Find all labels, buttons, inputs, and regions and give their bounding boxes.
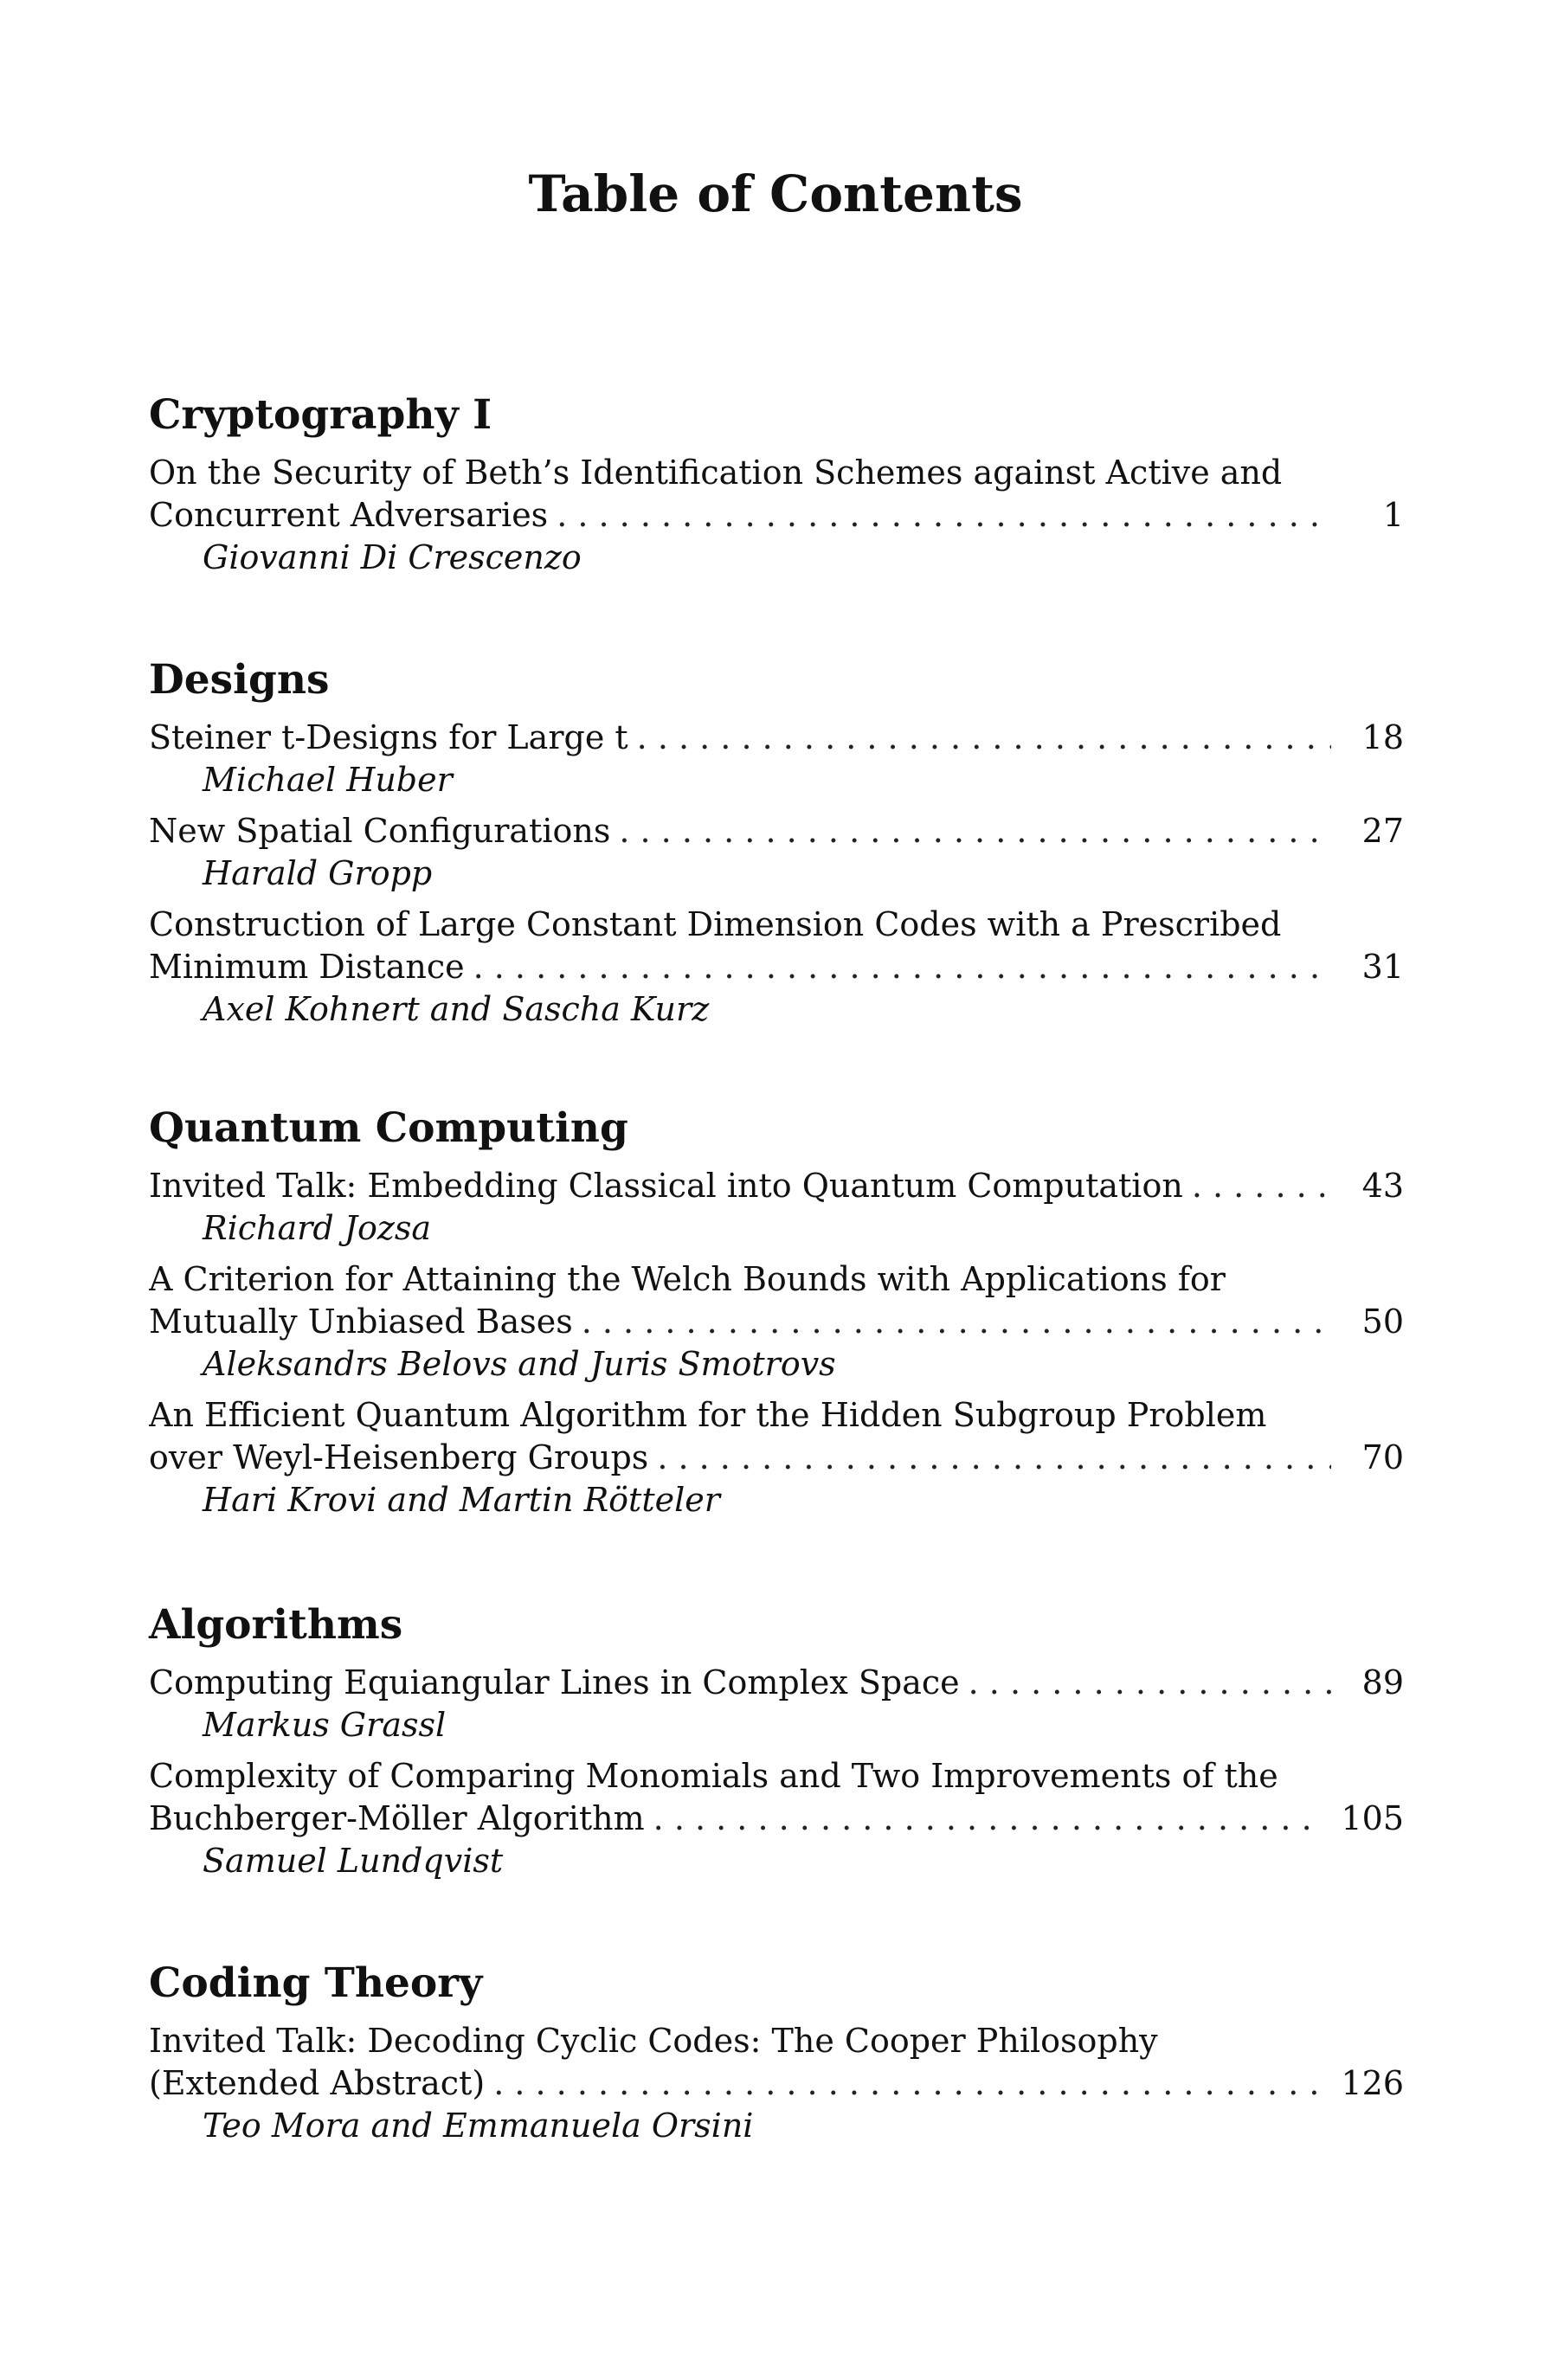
entry-title-end: Invited Talk: Embedding Classical into Quantum Computation (149, 1167, 1183, 1206)
dot-leader (637, 717, 1331, 759)
section-quantum-computing (149, 1104, 1404, 1521)
dot-leader (582, 1301, 1331, 1343)
section-designs (149, 656, 1404, 1031)
page-number: 89 (1361, 1663, 1404, 1702)
entry-title-end: Steiner t-Designs for Large t (149, 718, 628, 757)
page-number: 31 (1361, 948, 1404, 987)
entry-authors: Richard Jozsa (203, 1209, 432, 1248)
entry-last-line (149, 1437, 1404, 1479)
toc-entry[interactable] (149, 717, 1404, 801)
dot-leader (653, 1798, 1321, 1840)
dot-leader (657, 1437, 1331, 1479)
page-title: Table of Contents (528, 164, 1023, 223)
entry-last-line (149, 1662, 1404, 1704)
entry-authors: Hari Krovi and Martin Rötteler (203, 1481, 720, 1520)
entry-title-end: over Weyl-Heisenberg Groups (149, 1438, 649, 1477)
entry-title-end: Minimum Distance (149, 948, 465, 987)
entry-title-line: Invited Talk: Decoding Cyclic Codes: The Cooper Philosophy (149, 2022, 1158, 2061)
section-heading: Cryptography I (149, 391, 492, 439)
dot-leader (1192, 1165, 1331, 1207)
section-algorithms (149, 1601, 1404, 1882)
entry-title-end: New Spatial Configurations (149, 812, 611, 851)
section-heading: Quantum Computing (149, 1104, 628, 1152)
entry-last-line (149, 717, 1404, 759)
toc-entry[interactable] (149, 1394, 1404, 1521)
toc-entry[interactable] (149, 1755, 1404, 1882)
toc-entry[interactable] (149, 1258, 1404, 1386)
entry-last-line (149, 810, 1404, 852)
section-heading: Coding Theory (149, 1959, 483, 2007)
entry-title-line: Complexity of Comparing Monomials and Two Improvements of the (149, 1757, 1278, 1796)
entry-last-line (149, 1165, 1404, 1207)
entry-last-line (149, 1798, 1404, 1840)
page-number: 70 (1361, 1438, 1404, 1477)
section-heading: Algorithms (149, 1601, 403, 1649)
toc-entry[interactable] (149, 1662, 1404, 1746)
entry-authors: Michael Huber (203, 761, 453, 800)
entry-authors: Aleksandrs Belovs and Juris Smotrovs (203, 1345, 836, 1384)
toc-entry[interactable] (149, 1165, 1404, 1250)
entry-title-end: Mutually Unbiased Bases (149, 1303, 573, 1341)
entry-last-line (149, 946, 1404, 988)
entry-last-line (149, 2062, 1404, 2105)
entry-title-end: Buchberger-Möller Algorithm (149, 1799, 645, 1838)
page-number: 50 (1361, 1303, 1404, 1341)
dot-leader (493, 2062, 1320, 2105)
dot-leader (619, 810, 1331, 852)
entry-title-line: An Efficient Quantum Algorithm for the Hidden Subgroup Problem (149, 1396, 1267, 1435)
dot-leader (969, 1662, 1331, 1704)
section-heading: Designs (149, 656, 330, 704)
toc-entry[interactable] (149, 452, 1404, 579)
toc-entry[interactable] (149, 904, 1404, 1031)
entry-title-end: (Extended Abstract) (149, 2064, 486, 2103)
page-number: 105 (1341, 1799, 1404, 1838)
entry-authors: Teo Mora and Emmanuela Orsini (203, 2107, 754, 2145)
toc-entry[interactable] (149, 2020, 1404, 2147)
page-number: 126 (1341, 2064, 1404, 2103)
entry-title-line: Construction of Large Constant Dimension Codes with a Prescribed (149, 905, 1282, 944)
entry-title-line: A Criterion for Attaining the Welch Bounds with Applications for (149, 1260, 1226, 1299)
section-cryptography-i (149, 391, 1404, 579)
entry-last-line (149, 494, 1404, 537)
dot-leader (557, 494, 1331, 537)
dot-leader (473, 946, 1331, 988)
page-number: 18 (1361, 718, 1404, 757)
page-number: 43 (1361, 1167, 1404, 1206)
entry-title-end: Computing Equiangular Lines in Complex Space (149, 1663, 960, 1702)
page-number: 27 (1361, 812, 1404, 851)
section-coding-theory (149, 1959, 1404, 2147)
entry-title-end: Concurrent Adversaries (149, 496, 549, 535)
entry-authors: Axel Kohnert and Sascha Kurz (203, 990, 710, 1029)
entry-title-line: On the Security of Beth’s Identification Schemes against Active and (149, 453, 1283, 492)
page-number: 1 (1382, 496, 1404, 535)
entry-last-line (149, 1301, 1404, 1343)
entry-authors: Giovanni Di Crescenzo (203, 538, 582, 577)
entry-authors: Samuel Lundqvist (203, 1842, 504, 1881)
entry-authors: Markus Grassl (203, 1706, 447, 1745)
entry-authors: Harald Gropp (203, 854, 433, 893)
toc-entry[interactable] (149, 810, 1404, 895)
